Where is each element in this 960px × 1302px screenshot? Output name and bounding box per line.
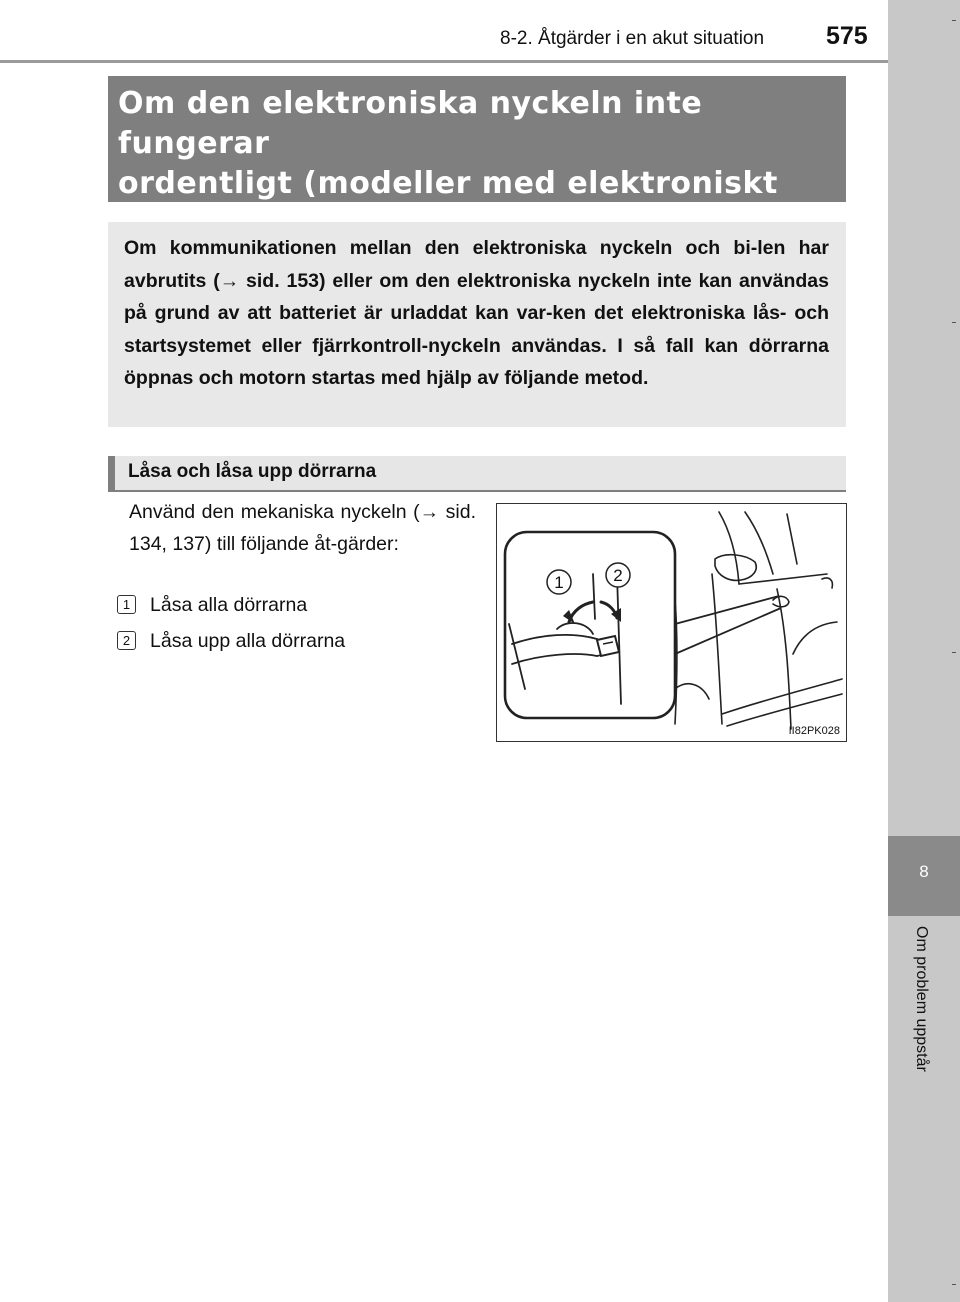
- callout-1: 1: [554, 573, 564, 592]
- list-item-label: Låsa alla dörrarna: [150, 594, 308, 616]
- edge-mark: [952, 652, 956, 653]
- list-item: [117, 594, 307, 617]
- list-item: [117, 630, 345, 653]
- intro-paragraph: Om kommunikationen mellan den elektroniska nyckeln och bi-len har avbrutits (→ sid. 153) eller om den elektroniska nyckeln inte kan användas på grund av att batteriet är urladdat kan var-ken det elektroniska lås- och startsystemet eller fjärrkontroll-nyckeln användas. I så fall kan dörrarna öppnas och motorn startas med hjälp av följande metod.: [124, 237, 829, 389]
- callout-2: 2: [613, 566, 623, 585]
- figure-code: II82PK028: [788, 725, 840, 737]
- edge-mark: [952, 322, 956, 323]
- section-body: Använd den mekaniska nyckeln (→ sid. 134, 137) till följande åt-gärder:: [129, 501, 476, 555]
- section-heading-accent: [108, 456, 115, 492]
- chapter-label: Om problem uppstår: [913, 926, 930, 1072]
- chapter-number: 8: [919, 862, 929, 881]
- header-divider: [0, 60, 888, 63]
- edge-mark: [952, 1284, 956, 1285]
- car-door-drawing: [497, 504, 846, 741]
- chapter-side-strip: [888, 0, 960, 1302]
- section-title: Låsa och låsa upp dörrarna: [128, 461, 377, 482]
- running-header: 8-2. Åtgärder i en akut situation: [500, 28, 765, 49]
- page-title: [118, 84, 838, 244]
- edge-mark: [952, 20, 956, 21]
- door-lock-illustration: [496, 503, 847, 742]
- title-line: Om den elektroniska nyckeln inte fungerar: [118, 86, 703, 161]
- step-number-badge: 2: [117, 631, 136, 650]
- title-line: ordentligt (modeller med elektroniskt: [118, 166, 778, 201]
- page-number: 575: [826, 22, 868, 50]
- step-number-badge: 1: [117, 595, 136, 614]
- list-item-label: Låsa upp alla dörrarna: [150, 630, 346, 652]
